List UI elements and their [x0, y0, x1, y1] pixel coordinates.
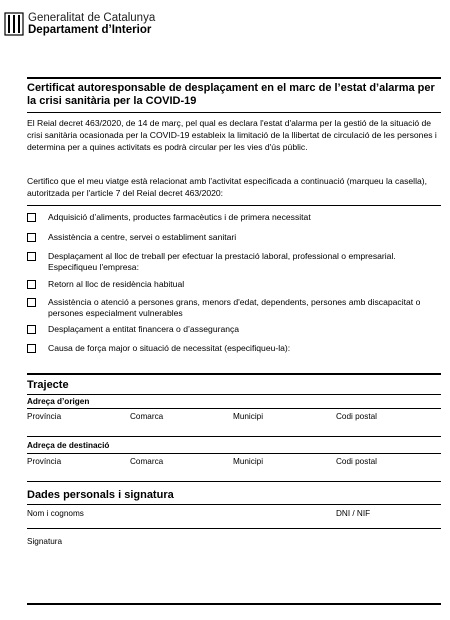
option-force-majeure[interactable] [27, 343, 441, 367]
origin-municipality-label: Municipi [233, 412, 264, 421]
option-checkbox[interactable] [27, 344, 36, 353]
trip-top-rule [27, 373, 441, 375]
option-checkbox[interactable] [27, 298, 36, 307]
letterhead [4, 10, 304, 40]
id-label: DNI / NIF [336, 509, 371, 518]
title-top-rule [27, 77, 441, 79]
origin-fields-line [27, 436, 441, 437]
name-label: Nom i cognoms [27, 509, 84, 518]
option-label: Causa de força major o situació de necessitat (especifiqueu-la): [48, 343, 291, 353]
destination-province-label: Província [27, 457, 62, 466]
destination-fields-line [27, 481, 441, 482]
option-checkbox[interactable] [27, 325, 36, 334]
destination-postcode-label: Codi postal [336, 457, 377, 466]
option-checkbox[interactable] [27, 252, 36, 261]
personal-heading: Dades personals i signatura [27, 489, 174, 501]
department-name: Departament d’Interior [28, 24, 152, 36]
personal-heading-line [27, 504, 441, 505]
intro-paragraph: El Reial decret 463/2020, de 14 de març, pel qual es declara l'estat d'alarma per la gestió de la situació de crisi sanitària ocasionada per la COVID-19 estableix la limitació de la llibertat de circulació de les persones i determina per a quines activitats es podrà circular per les vies d'ús públic. [27, 118, 437, 152]
generalitat-logo-icon [4, 12, 24, 36]
destination-heading: Adreça de destinació [27, 441, 110, 450]
option-label: Assistència o atenció a persones grans, menors d'edat, dependents, persones amb discapacitat o persones especialment vulnerables [48, 297, 421, 318]
destination-municipality-label: Municipi [233, 457, 264, 466]
destination-county-label: Comarca [130, 457, 164, 466]
option-label: Desplaçament a entitat financera o d’assegurança [48, 324, 240, 334]
origin-postcode-label: Codi postal [336, 412, 377, 421]
option-checkbox[interactable] [27, 280, 36, 289]
options-top-rule [27, 205, 441, 206]
name-line [27, 528, 441, 529]
option-checkbox[interactable] [27, 233, 36, 242]
origin-heading-line [27, 408, 441, 409]
option-label: Desplaçament al lloc de treball per efectuar la prestació laboral, professional o empresarial. Especifiqueu l'empresa: [48, 251, 396, 272]
option-label: Retorn al lloc de residència habitual [48, 279, 185, 289]
origin-county-label: Comarca [130, 412, 164, 421]
page-title: Certificat autoresponsable de desplaçament en el marc de l’estat d’alarma per la crisi sanitària per la COVID-19 [27, 82, 435, 107]
destination-heading-line [27, 453, 441, 454]
origin-heading: Adreça d’origen [27, 397, 90, 406]
title-bottom-rule [27, 112, 441, 113]
org-name: Generalitat de Catalunya [28, 12, 156, 24]
trip-heading: Trajecte [27, 379, 69, 391]
option-label: Adquisició d’aliments, productes farmacèutics i de primera necessitat [48, 212, 311, 222]
origin-province-label: Província [27, 412, 62, 421]
trip-heading-line [27, 394, 441, 395]
certify-paragraph: Certifico que el meu viatge està relacionat amb l'activitat especificada a continuació (marqueu la casella), autoritzada per l'article 7 del Reial decret 463/2020: [27, 176, 428, 198]
option-label: Assistència a centre, servei o establiment sanitari [48, 232, 237, 242]
option-care[interactable] [27, 297, 441, 321]
option-workplace[interactable] [27, 251, 441, 275]
option-checkbox[interactable] [27, 213, 36, 222]
signature-label: Signatura [27, 537, 63, 546]
bottom-rule [27, 603, 441, 605]
